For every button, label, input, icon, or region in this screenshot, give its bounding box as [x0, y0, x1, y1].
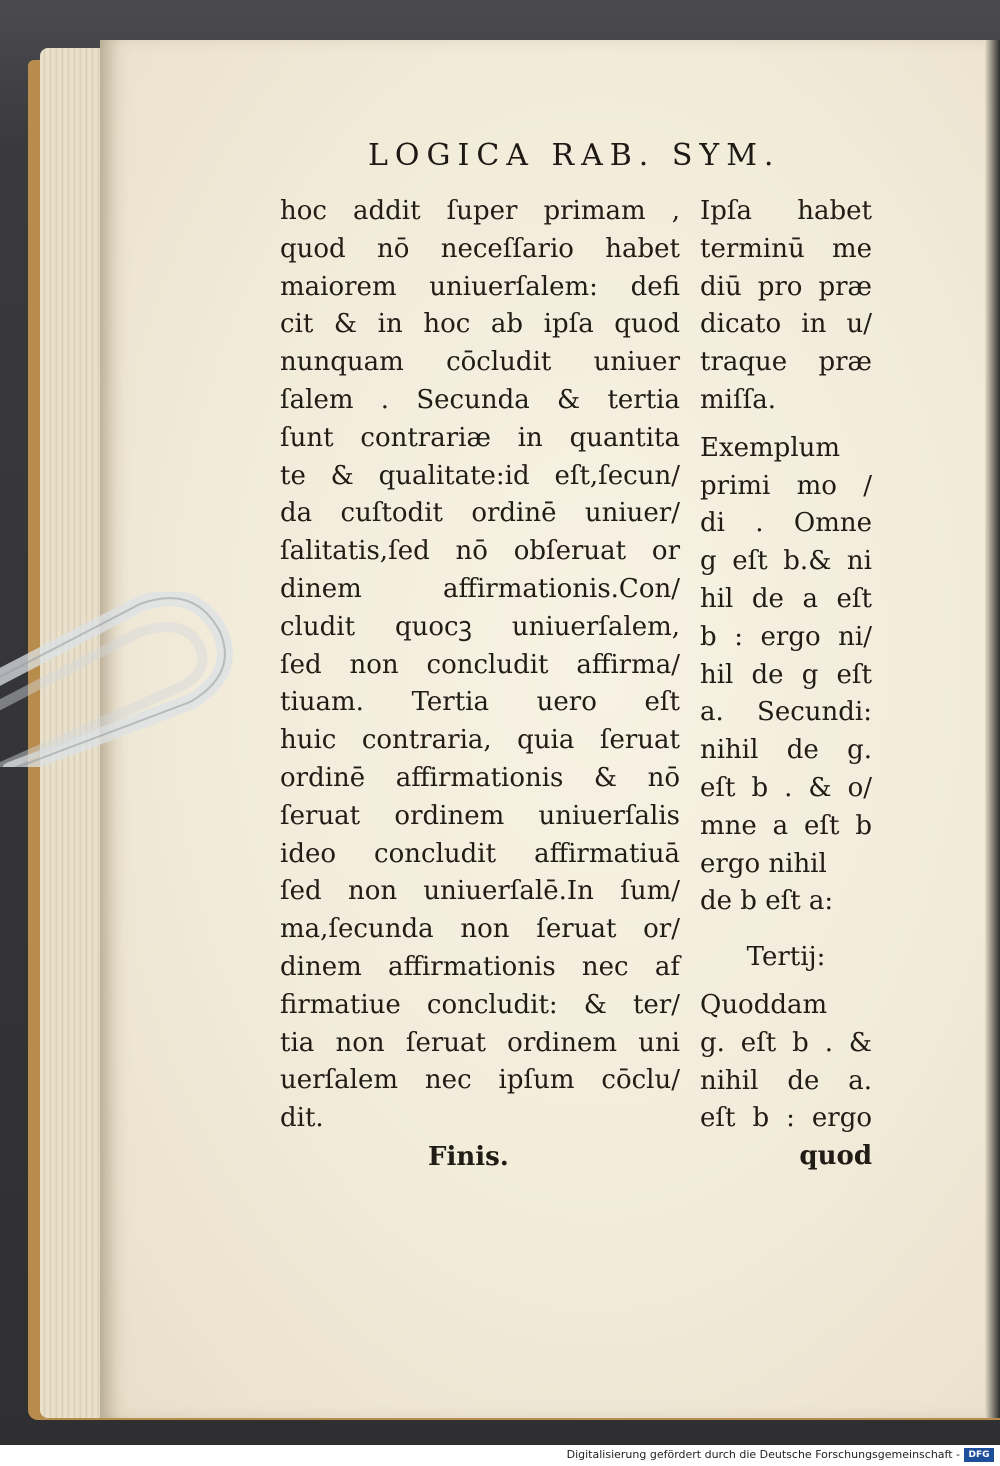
text-line: huic contraria, quia ſeruat	[280, 725, 680, 756]
finis-label: Finis.	[428, 1142, 509, 1172]
text-line: traque præ	[700, 347, 872, 378]
text-line: g eſt b.& ni	[700, 546, 872, 577]
text-line: hil de a eſt	[700, 583, 872, 614]
text-line: de b eſt a:	[700, 886, 834, 917]
text-line: dinem affirmationis.Con/	[280, 573, 680, 604]
text-line: primi mo /	[700, 470, 872, 501]
text-line: nunquam cōcludit uniuer	[280, 347, 680, 378]
text-line: dit.	[280, 1103, 324, 1134]
text-line: a. Secundi:	[700, 697, 872, 728]
text-line: nihil de a.	[700, 1065, 872, 1096]
text-line: Quoddam	[700, 989, 828, 1020]
text-line: ideo concludit affirmatiuā	[280, 838, 680, 869]
text-line: diū pro præ	[700, 271, 872, 302]
text-line: quod	[799, 1141, 872, 1172]
left-text-column	[280, 193, 680, 1138]
text-line: tia non ſeruat ordinem uni	[280, 1027, 680, 1058]
text-line: Ipſa habet	[700, 196, 872, 226]
text-line: ſed non concludit affirma/	[280, 649, 680, 680]
text-line: Exemplum	[700, 432, 841, 463]
text-line: ordinē affirmationis & nō	[280, 762, 680, 793]
text-line: hil de g eſt	[700, 659, 872, 690]
running-header: LOGICA RAB. SYM.	[368, 138, 781, 173]
text-line: cludit quocꝫ uniuerſalem,	[280, 611, 680, 642]
page-right-edge	[985, 40, 1000, 1418]
text-line: hoc addit ſuper primam ,	[280, 196, 680, 226]
text-line: nihil de g.	[700, 735, 872, 766]
paper-clip-icon	[0, 592, 238, 767]
text-line: mne a eſt b	[700, 810, 872, 841]
text-line: di . Omne	[700, 508, 872, 539]
text-line: tiuam. Tertia uero eſt	[280, 687, 680, 718]
text-line: b : ergo ni/	[700, 621, 872, 652]
text-line: ergo nihil	[700, 848, 827, 879]
text-line: ſalem . Secunda & tertia	[280, 384, 680, 415]
text-line: ſeruat ordinem uniuerſalis	[280, 800, 680, 831]
spacer	[700, 921, 872, 939]
spacer	[700, 420, 872, 430]
text-line: terminū me	[700, 233, 872, 264]
text-line: ſed non uniuerſalē.In ſum/	[280, 876, 680, 907]
text-line: miſſa.	[700, 384, 776, 415]
text-line: maiorem uniuerſalem: defi	[280, 271, 680, 302]
text-line: ma,ſecunda non ſeruat or/	[280, 914, 680, 945]
text-line: dicato in u/	[700, 309, 872, 340]
text-line: uerſalem nec ipſum cōclu/	[280, 1065, 680, 1096]
text-line: cit & in hoc ab ipſa quod	[280, 309, 680, 340]
text-line: firmatiue concludit: & ter/	[280, 989, 680, 1020]
text-line: te & qualitate:id eſt,ſecun/	[280, 460, 680, 491]
spacer	[700, 977, 872, 987]
right-text-column	[700, 193, 872, 1176]
text-line: eſt b : ergo	[700, 1103, 872, 1134]
text-line: ſalitatis,ſed nō obſeruat or	[280, 536, 680, 567]
text-line: dinem affirmationis nec af	[280, 951, 680, 982]
text-line: eſt b . & o/	[700, 772, 872, 803]
text-line: quod nō neceſſario habet	[280, 233, 680, 264]
text-line: da cuſtodit ordinē uniuer/	[280, 498, 680, 529]
footer-bar	[0, 1445, 1000, 1466]
tertii-heading: Tertij:	[746, 942, 826, 973]
dfg-logo: DFG	[964, 1448, 994, 1462]
text-line: ſunt contrariæ in quantita	[280, 422, 680, 453]
text-line: g. eſt b . &	[700, 1027, 872, 1058]
footer-credit: Digitalisierung gefördert durch die Deutsche Forschungsgemeinschaft -	[566, 1448, 960, 1461]
